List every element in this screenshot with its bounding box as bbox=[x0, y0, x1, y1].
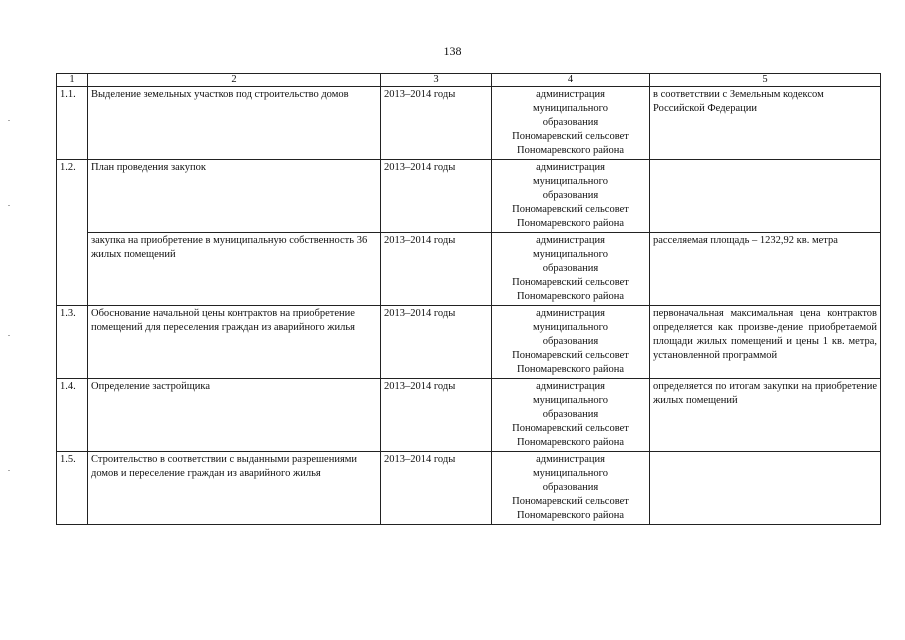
activity-cell: Обоснование начальной цены контрактов на приобретение помещений для переселения граждан из аварийного жилья bbox=[88, 306, 381, 379]
activity-cell: Выделение земельных участков под строительство домов bbox=[88, 87, 381, 160]
scan-margin-mark bbox=[8, 335, 10, 336]
row-number: 1.1. bbox=[57, 87, 88, 160]
executor-cell: администрация муниципального образования Пономаревский сельсовет Пономаревского района bbox=[492, 87, 650, 160]
activity-cell: План проведения закупок bbox=[88, 160, 381, 233]
table-row bbox=[57, 452, 881, 525]
table-row bbox=[57, 160, 881, 233]
scan-margin-mark bbox=[8, 120, 10, 121]
row-number: 1.4. bbox=[57, 379, 88, 452]
plan-table bbox=[56, 73, 881, 525]
period-cell: 2013–2014 годы bbox=[381, 87, 492, 160]
executor-cell: администрация муниципального образования Пономаревский сельсовет Пономаревского района bbox=[492, 306, 650, 379]
period-cell: 2013–2014 годы bbox=[381, 160, 492, 233]
row-number: 1.5. bbox=[57, 452, 88, 525]
column-header-2: 2 bbox=[88, 74, 381, 87]
activity-cell: закупка на приобретение в муниципальную собственность 36 жилых помещений bbox=[88, 233, 381, 306]
scan-margin-mark bbox=[8, 205, 10, 206]
period-cell: 2013–2014 годы bbox=[381, 379, 492, 452]
executor-cell: администрация муниципального образования Пономаревский сельсовет Пономаревского района bbox=[492, 379, 650, 452]
row-number: 1.3. bbox=[57, 306, 88, 379]
column-header-1: 1 bbox=[57, 74, 88, 87]
table-header-row bbox=[57, 74, 881, 87]
executor-cell: администрация муниципального образования Пономаревский сельсовет Пономаревского района bbox=[492, 160, 650, 233]
executor-cell: администрация муниципального образования Пономаревский сельсовет Пономаревского района bbox=[492, 452, 650, 525]
table-row bbox=[57, 379, 881, 452]
column-header-5: 5 bbox=[650, 74, 881, 87]
column-header-4: 4 bbox=[492, 74, 650, 87]
column-header-3: 3 bbox=[381, 74, 492, 87]
note-cell: определяется по итогам закупки на приобретение жилых помещений bbox=[650, 379, 881, 452]
note-cell bbox=[650, 160, 881, 233]
row-number: 1.2. bbox=[57, 160, 88, 306]
note-cell: в соответствии с Земельным кодексом Российской Федерации bbox=[650, 87, 881, 160]
note-cell: расселяемая площадь – 1232,92 кв. метра bbox=[650, 233, 881, 306]
table-row bbox=[57, 306, 881, 379]
activity-cell: Определение застройщика bbox=[88, 379, 381, 452]
period-cell: 2013–2014 годы bbox=[381, 452, 492, 525]
period-cell: 2013–2014 годы bbox=[381, 233, 492, 306]
table-row bbox=[57, 87, 881, 160]
period-cell: 2013–2014 годы bbox=[381, 306, 492, 379]
activity-cell: Строительство в соответствии с выданными разрешениями домов и переселение граждан из аварийного жилья bbox=[88, 452, 381, 525]
scan-margin-mark bbox=[8, 470, 10, 471]
executor-cell: администрация муниципального образования Пономаревский сельсовет Пономаревского района bbox=[492, 233, 650, 306]
note-cell: первоначальная максимальная цена контрактов определяется как произве-дение приобретаемой площади жилых помещений и цены 1 кв. метра, установленной программой bbox=[650, 306, 881, 379]
page-number: 138 bbox=[443, 44, 462, 58]
table-row bbox=[57, 233, 881, 306]
note-cell bbox=[650, 452, 881, 525]
